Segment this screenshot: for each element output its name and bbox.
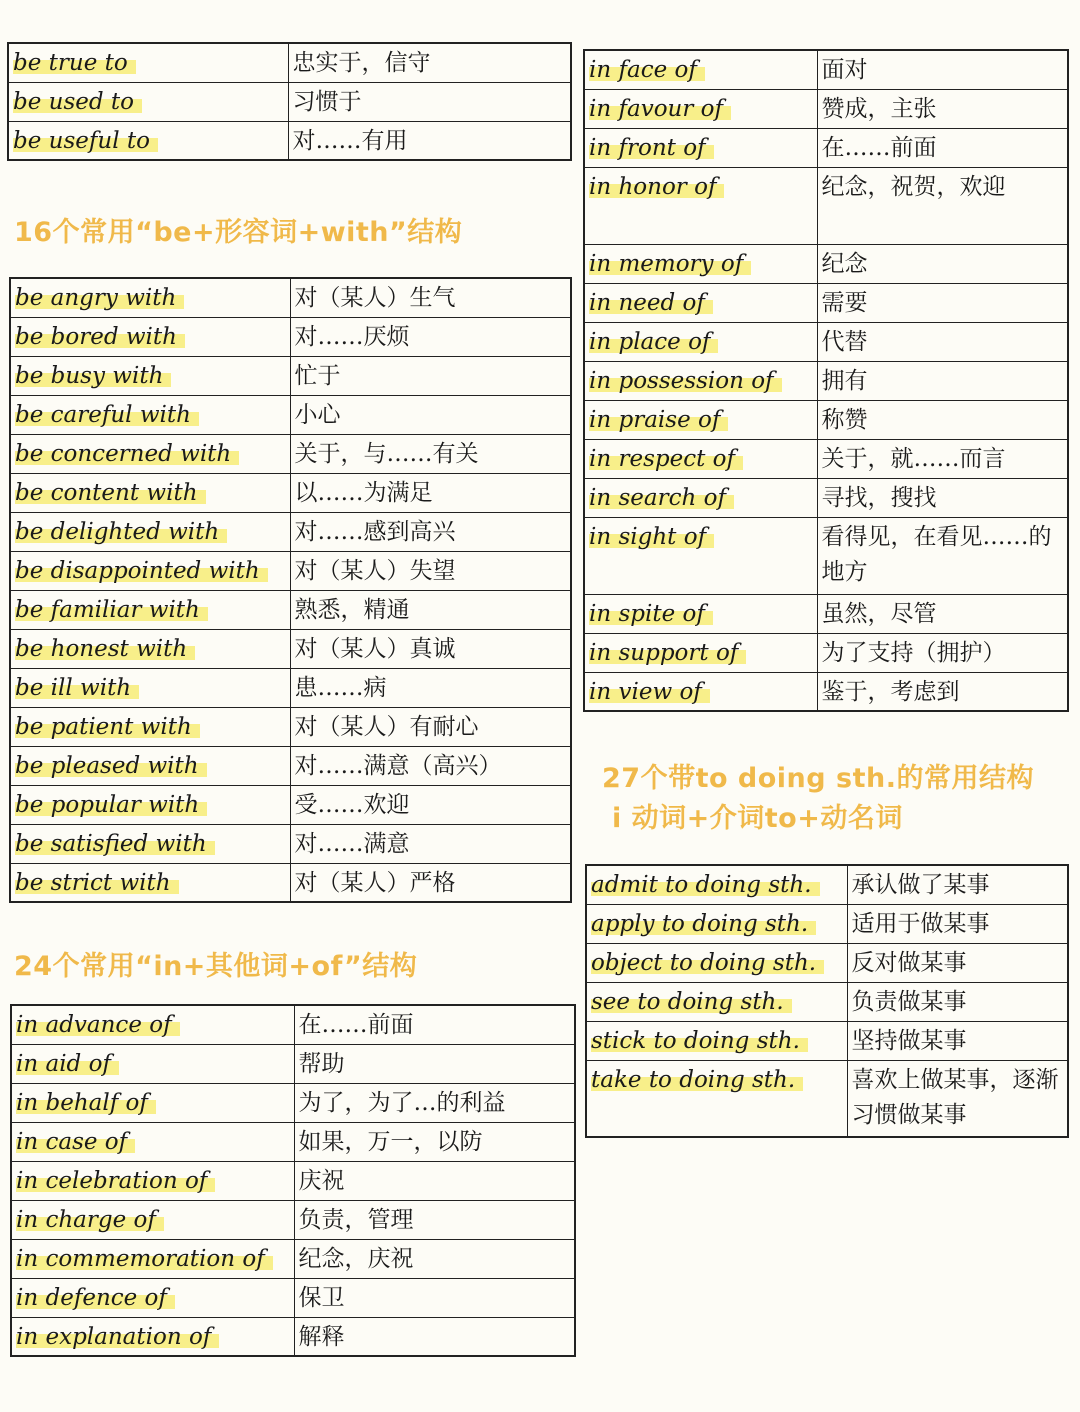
phrase-zh: 关于，与……有关 [290,434,571,473]
table-be-with [9,277,572,903]
phrase-en: be pleased with [15,753,207,779]
phrase-zh: 在……前面 [294,1005,575,1044]
phrase-zh: 患……病 [290,668,571,707]
table-row [10,590,571,629]
table-in-of-left [10,1004,576,1357]
phrase-zh: 习惯于 [288,82,571,121]
table-row [10,434,571,473]
phrase-zh: 代替 [817,322,1068,361]
phrase-zh: 对……厌烦 [290,317,571,356]
table-row [584,89,1068,128]
table-row [10,707,571,746]
phrase-zh: 对（某人）失望 [290,551,571,590]
phrase-zh: 对（某人）严格 [290,863,571,902]
phrase-en: be busy with [15,363,171,389]
phrase-zh: 保卫 [294,1278,575,1317]
phrase-en: in search of [589,485,734,511]
phrase-zh: 纪念，祝贺，欢迎 [817,167,1068,244]
phrase-zh: 对（某人）有耐心 [290,707,571,746]
table-row [584,594,1068,633]
phrase-en: in view of [589,679,710,705]
phrase-en: in charge of [16,1207,164,1233]
phrase-en: in memory of [589,251,751,277]
phrase-zh: 小心 [290,395,571,434]
phrase-zh: 需要 [817,283,1068,322]
table-row [10,395,571,434]
phrase-en: in explanation of [16,1324,219,1350]
phrase-en: see to doing sth. [591,989,792,1015]
phrase-en: in advance of [16,1012,180,1038]
phrase-zh: 熟悉，精通 [290,590,571,629]
phrase-en: in sight of [589,524,714,550]
phrase-zh: 承认做了某事 [847,865,1068,904]
phrase-en: be familiar with [15,597,208,623]
phrase-en: in celebration of [16,1168,215,1194]
table-row [11,1044,575,1083]
phrase-en: in defence of [16,1285,175,1311]
phrase-en: in spite of [589,601,713,627]
table-row [11,1161,575,1200]
table-row [11,1239,575,1278]
table-row [584,633,1068,672]
phrase-zh: 称赞 [817,400,1068,439]
table-row [586,982,1068,1021]
table-row [8,82,571,121]
phrase-en: be angry with [15,285,184,311]
table-row [10,668,571,707]
phrase-en: in face of [589,57,705,83]
table-row [10,863,571,902]
phrase-en: take to doing sth. [591,1067,803,1093]
table-row [586,1060,1068,1137]
table-row [584,167,1068,244]
table-row [584,439,1068,478]
phrase-zh: 以……为满足 [290,473,571,512]
phrase-en: in place of [589,329,718,355]
table-row [584,50,1068,89]
table-row [584,244,1068,283]
phrase-en: be strict with [15,870,179,896]
table-row [586,904,1068,943]
phrase-en: be popular with [15,792,207,818]
table-row [584,322,1068,361]
phrase-en: in respect of [589,446,743,472]
table-row [10,629,571,668]
phrase-zh: 看得见，在看见……的地方 [817,517,1068,594]
phrase-en: be honest with [15,636,195,662]
table-row [584,128,1068,167]
table-row [11,1278,575,1317]
section-heading-doing: 27个带to doing sth.的常用结构 [602,763,1034,794]
table-row [11,1200,575,1239]
phrase-en: be disappointed with [15,558,268,584]
phrase-en: be patient with [15,714,200,740]
section-subheading-doing: i 动词+介词to+动名词 [612,803,903,834]
phrase-zh: 对（某人）生气 [290,278,571,317]
section-heading-with: 16个常用“be+形容词+with”结构 [14,217,463,248]
phrase-zh: 对……满意 [290,824,571,863]
phrase-en: in front of [589,135,714,161]
phrase-zh: 赞成，主张 [817,89,1068,128]
phrase-zh: 解释 [294,1317,575,1356]
phrase-zh: 面对 [817,50,1068,89]
phrase-zh: 对……有用 [288,121,571,160]
phrase-en: in honor of [589,174,724,200]
phrase-zh: 在……前面 [817,128,1068,167]
phrase-en: admit to doing sth. [591,872,820,898]
table-row [10,824,571,863]
phrase-en: in praise of [589,407,728,433]
phrase-zh: 寻找，搜找 [817,478,1068,517]
table-row [11,1005,575,1044]
table-to-doing [585,864,1069,1138]
table-row [11,1317,575,1356]
phrase-en: in commemoration of [16,1246,273,1272]
table-be-to [7,42,572,161]
table-row [8,121,571,160]
phrase-zh: 帮助 [294,1044,575,1083]
table-row [586,1021,1068,1060]
phrase-en: in support of [589,640,746,666]
table-row [586,865,1068,904]
phrase-en: be satisfied with [15,831,215,857]
table-row [584,283,1068,322]
phrase-en: in possession of [589,368,782,394]
phrase-en: be useful to [13,128,158,154]
phrase-zh: 鉴于，考虑到 [817,672,1068,711]
phrase-en: in behalf of [16,1090,156,1116]
phrase-en: in case of [16,1129,135,1155]
section-heading-in-of: 24个常用“in+其他词+of”结构 [14,951,418,982]
phrase-zh: 反对做某事 [847,943,1068,982]
phrase-zh: 忙于 [290,356,571,395]
phrase-en: be careful with [15,402,199,428]
phrase-zh: 适用于做某事 [847,904,1068,943]
table-row [10,356,571,395]
table-row [584,361,1068,400]
phrase-zh: 虽然，尽管 [817,594,1068,633]
phrase-en: object to doing sth. [591,950,824,976]
table-in-of-right [583,49,1069,712]
phrase-zh: 对……满意（高兴） [290,746,571,785]
phrase-zh: 对……感到高兴 [290,512,571,551]
phrase-zh: 负责，管理 [294,1200,575,1239]
phrase-en: in aid of [16,1051,119,1077]
phrase-zh: 庆祝 [294,1161,575,1200]
phrase-zh: 为了，为了…的利益 [294,1083,575,1122]
table-row [11,1083,575,1122]
table-row [11,1122,575,1161]
phrase-en: be bored with [15,324,185,350]
table-row [10,278,571,317]
table-row [584,517,1068,594]
table-row [10,317,571,356]
phrase-zh: 纪念 [817,244,1068,283]
table-row [584,478,1068,517]
phrase-zh: 为了支持（拥护） [817,633,1068,672]
phrase-zh: 拥有 [817,361,1068,400]
phrase-zh: 受……欢迎 [290,785,571,824]
phrase-zh: 对（某人）真诚 [290,629,571,668]
phrase-en: in need of [589,290,713,316]
table-row [10,551,571,590]
table-row [10,785,571,824]
phrase-en: be true to [13,50,136,76]
phrase-en: stick to doing sth. [591,1028,808,1054]
phrase-en: be content with [15,480,206,506]
table-row [586,943,1068,982]
table-row [8,43,571,82]
phrase-zh: 喜欢上做某事，逐渐习惯做某事 [847,1060,1068,1137]
table-row [10,746,571,785]
phrase-zh: 如果，万一，以防 [294,1122,575,1161]
table-row [10,473,571,512]
phrase-zh: 关于，就……而言 [817,439,1068,478]
phrase-zh: 纪念，庆祝 [294,1239,575,1278]
phrase-en: be ill with [15,675,139,701]
phrase-en: apply to doing sth. [591,911,816,937]
phrase-en: be used to [13,89,142,115]
phrase-zh: 坚持做某事 [847,1021,1068,1060]
table-row [584,672,1068,711]
phrase-en: be concerned with [15,441,239,467]
phrase-zh: 负责做某事 [847,982,1068,1021]
phrase-en: be delighted with [15,519,227,545]
table-row [584,400,1068,439]
phrase-zh: 忠实于，信守 [288,43,571,82]
table-row [10,512,571,551]
phrase-en: in favour of [589,96,731,122]
